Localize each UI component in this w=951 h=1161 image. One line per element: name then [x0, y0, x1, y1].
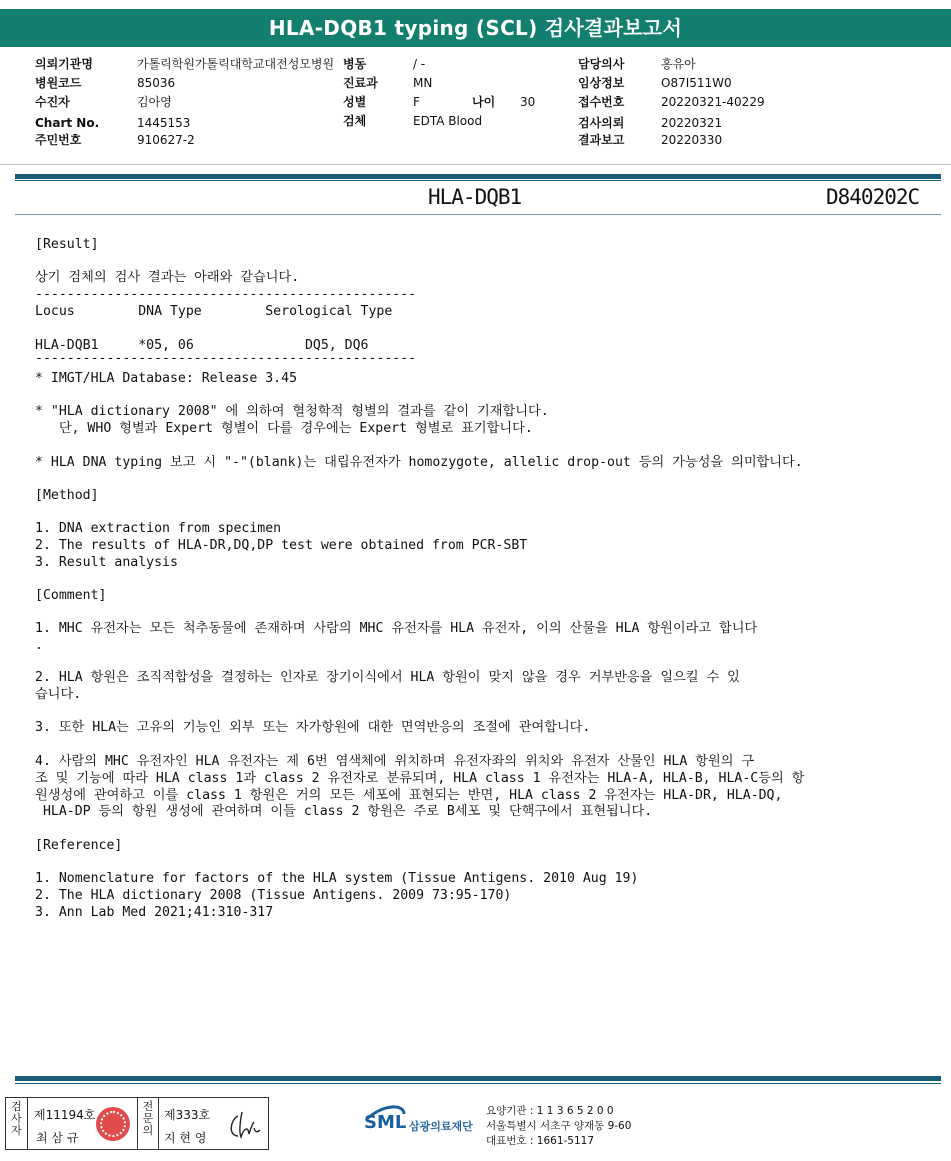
report-title: HLA-DQB1 typing (SCL) 검사결과보고서	[0, 9, 951, 47]
seal-stamp	[96, 1107, 130, 1141]
report-line: .	[35, 638, 43, 653]
hospital-code-value: 85036	[137, 76, 176, 90]
org-contact	[486, 1104, 631, 1149]
report-line: [Result]	[35, 237, 99, 252]
institution-value: 가톨릭학원가톨릭대학교대전성모병원	[137, 57, 335, 71]
rrn-label: 주민번호	[35, 133, 82, 147]
specialist-label	[137, 1098, 159, 1149]
report-line: 단, WHO 형별과 Expert 형별이 다를 경우에는 Expert 형별로 표기합니다.	[35, 421, 533, 436]
rrn-value: 910627-2	[137, 133, 195, 147]
request-label: 검사의뢰	[578, 116, 625, 130]
chart-value: 1445153	[137, 116, 191, 130]
top-rule-thin	[15, 180, 941, 181]
report-line: 1. MHC 유전자는 모든 척추동물에 존재하며 사람의 MHC 유전자를 HLA 유전자, 이의 산물을 HLA 항원이라고 합니다	[35, 621, 758, 636]
receipt-value: 20220321-40229	[661, 95, 765, 109]
report-line: 2. The HLA dictionary 2008 (Tissue Antigens. 2009 73:95-170)	[35, 888, 512, 903]
request-value: 20220321	[661, 116, 723, 130]
examiner-license: 제11194호	[34, 1108, 96, 1122]
header-underline	[15, 214, 941, 215]
age-label: 나이	[472, 95, 496, 109]
org-address: 서울특별시 서초구 양재동 9-60	[486, 1120, 632, 1132]
report-line: 3. Ann Lab Med 2021;41:310-317	[35, 905, 274, 920]
receipt-label: 접수번호	[578, 95, 625, 109]
test-name: HLA-DQB1	[428, 185, 522, 209]
report-line: [Reference]	[35, 838, 123, 853]
hospital-code-label: 병원코드	[35, 76, 82, 90]
org-phone: 대표번호 : 1661-5117	[486, 1135, 595, 1147]
bottom-rule-thin	[15, 1083, 941, 1084]
report-line: HLA-DP 등의 항원 생성에 관여하며 이들 class 2 항원은 주로 B세포 및 단핵구에서 표현됩니다.	[35, 804, 653, 819]
signature-box	[5, 1097, 269, 1150]
report-line: 1. DNA extraction from specimen	[35, 521, 282, 536]
report-line: [Method]	[35, 488, 99, 503]
clinical-info-value: O87I511W0	[661, 76, 732, 90]
specialist-name: 지 현 영	[164, 1131, 207, 1145]
specimen-value: EDTA Blood	[413, 114, 483, 128]
report-line: 상기 검체의 검사 결과는 아래와 같습니다.	[35, 270, 300, 285]
report-line: 1. Nomenclature for factors of the HLA system (Tissue Antigens. 2010 Aug 19)	[35, 871, 639, 886]
report-line: Locus DNA Type Serological Type	[35, 304, 393, 319]
ward-label: 병동	[343, 57, 367, 71]
doctor-label: 담당의사	[578, 57, 625, 71]
info-divider	[0, 164, 951, 165]
report-line: * IMGT/HLA Database: Release 3.45	[35, 371, 298, 386]
examiner-label-text: 검사자	[11, 1100, 22, 1137]
report-line: 2. HLA 항원은 조직적합성을 결정하는 인자로 장기이식에서 HLA 항원이 맞지 않을 경우 거부반응을 일으킬 수 있	[35, 670, 740, 685]
report-line: * HLA DNA typing 보고 시 "-"(blank)는 대립유전자가 homozygote, allelic drop-out 등의 가능성을 의미합니다.	[35, 455, 803, 470]
patient-label: 수진자	[35, 95, 70, 109]
sex-label: 성별	[343, 95, 367, 109]
institution-label: 의뢰기관명	[35, 57, 93, 71]
report-line: 조 및 기능에 따라 HLA class 1과 class 2 유전자로 분류되며, HLA class 1 유전자는 HLA-A, HLA-B, HLA-C등의 항	[35, 771, 805, 786]
specialist-label-text: 전문의	[142, 1100, 154, 1137]
institution-code: 요양기관 : 1 1 3 6 5 2 0 0	[486, 1105, 614, 1117]
test-code: D840202C	[826, 185, 920, 209]
report-line: ------------------------------------------------	[35, 287, 417, 302]
examiner-label	[6, 1098, 28, 1149]
org-name: 삼광의료재단	[409, 1120, 473, 1133]
sex-value: F	[413, 95, 420, 109]
ward-value: / -	[413, 57, 426, 71]
department-value: MN	[413, 76, 433, 90]
report-line: HLA-DQB1 *05, 06 DQ5, DQ6	[35, 338, 369, 353]
specimen-label: 검체	[343, 114, 367, 128]
report-line: 2. The results of HLA-DR,DQ,DP test were obtained from PCR-SBT	[35, 538, 528, 553]
department-label: 진료과	[343, 76, 378, 90]
handwritten-signature	[224, 1106, 264, 1144]
report-line: 3. 또한 HLA는 고유의 기능인 외부 또는 자가항원에 대한 면역반응의 조절에 관여합니다.	[35, 720, 591, 735]
chart-label: Chart No.	[35, 116, 100, 130]
specialist-license: 제333호	[164, 1108, 211, 1122]
examiner-name: 최 삼 규	[36, 1131, 79, 1145]
report-line: * "HLA dictionary 2008" 에 의하여 혈청학적 형별의 결과를 같이 기재합니다.	[35, 404, 549, 419]
report-line: 습니다.	[35, 687, 82, 702]
patient-value: 김아영	[137, 95, 172, 109]
report-date-value: 20220330	[661, 133, 723, 147]
report-line: 원생성에 관여하고 이를 class 1 항원은 거의 모든 세포에 표현되는 반면, HLA class 2 유전자는 HLA-DR, HLA-DQ,	[35, 788, 783, 803]
report-line: 3. Result analysis	[35, 555, 178, 570]
report-line: [Comment]	[35, 588, 107, 603]
doctor-value: 홍유아	[661, 57, 696, 71]
top-rule	[15, 174, 941, 179]
clinical-info-label: 임상정보	[578, 76, 625, 90]
sml-logo: SML	[364, 1112, 407, 1133]
bottom-rule	[15, 1076, 941, 1081]
patient-info-section	[0, 50, 951, 165]
age-value: 30	[520, 95, 536, 109]
report-date-label: 결과보고	[578, 133, 625, 147]
report-line: ------------------------------------------------	[35, 351, 417, 366]
report-line: 4. 사람의 MHC 유전자인 HLA 유전자는 제 6번 염색체에 위치하며 유전자좌의 위치와 유전자 산물인 HLA 항원의 구	[35, 754, 755, 769]
